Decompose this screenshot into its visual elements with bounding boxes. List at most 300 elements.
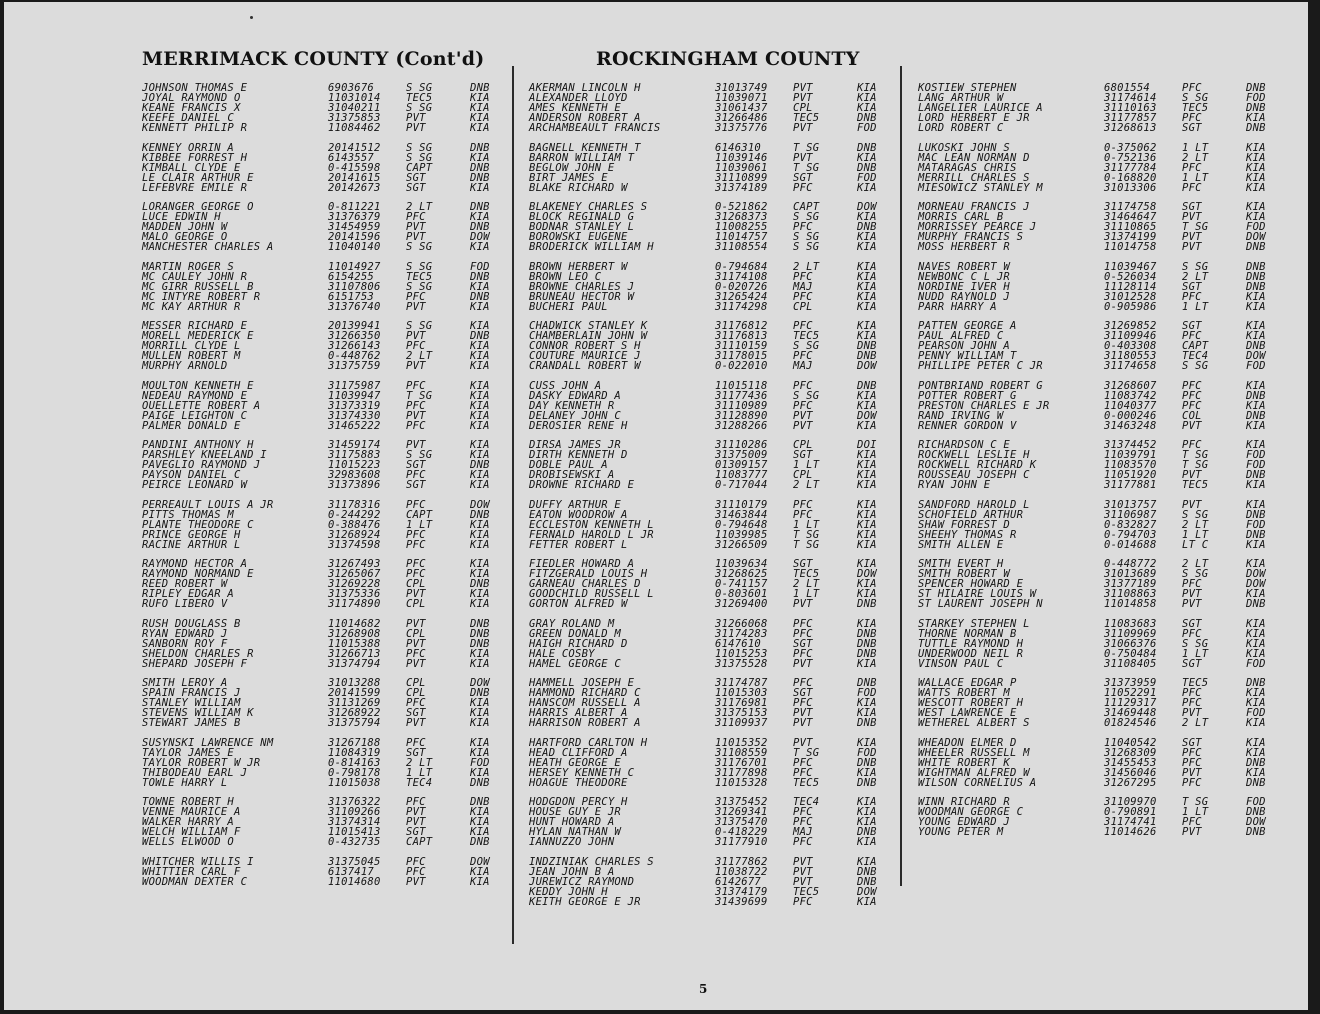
service-number: 11015388	[328, 637, 381, 650]
casualty-name: BODNAR STANLEY L	[529, 221, 635, 233]
status-code: DNB	[857, 875, 877, 888]
rank: PVT	[1182, 231, 1202, 243]
service-number: 11031014	[328, 92, 381, 104]
rank: PFC	[793, 756, 813, 769]
status-code: KIA	[470, 736, 490, 749]
rank: PVT	[793, 151, 813, 164]
service-number: 0-741157	[715, 578, 768, 590]
service-number: 11084319	[328, 746, 381, 759]
rank: PVT	[406, 816, 426, 828]
status-code: KIA	[1246, 330, 1266, 342]
status-code: KIA	[1246, 766, 1266, 779]
casualty-name: LEFEBVRE EMILE R	[142, 181, 248, 194]
status-code: DOW	[470, 677, 490, 689]
casualty-name: HODGDON PERCY H	[529, 796, 628, 808]
status-code: DNB	[857, 826, 877, 838]
rank: PFC	[406, 399, 426, 412]
column-divider	[512, 66, 514, 944]
rank: PFC	[793, 508, 813, 521]
service-number: 31374452	[1104, 439, 1157, 451]
service-number: 31376379	[328, 211, 381, 223]
status-code: KIA	[857, 241, 877, 253]
rank: T SG	[793, 538, 820, 551]
casualty-name: BLAKE RICHARD W	[529, 181, 628, 194]
service-number: 11039071	[715, 92, 768, 104]
service-number: 6154255	[328, 270, 375, 283]
status-code: DNB	[1246, 280, 1266, 293]
service-number: 0-168820	[1104, 171, 1157, 184]
service-number: 0-388476	[328, 518, 381, 531]
service-number: 31174614	[1104, 92, 1157, 104]
service-number: 31454959	[328, 221, 381, 233]
status-code: KIA	[1246, 211, 1266, 223]
casualty-name: SHEEHY THOMAS R	[918, 528, 1017, 541]
status-code: DNB	[1246, 270, 1266, 283]
casualty-name: GREEN DONALD M	[529, 627, 622, 640]
service-number: 31375470	[715, 816, 768, 828]
casualty-name: WETHEREL ALBERT S	[918, 717, 1030, 729]
casualty-name: WALLACE EDGAR P	[918, 677, 1017, 689]
status-code: KIA	[1246, 617, 1266, 630]
rank: TEC5	[793, 330, 820, 342]
service-number: 31110286	[715, 439, 768, 451]
rank: 2 LT	[1182, 518, 1209, 531]
casualty-name: ROUSSEAU JOSEPH C	[918, 469, 1030, 481]
casualty-name: SMITH LEROY A	[142, 677, 228, 689]
status-code: KIA	[470, 151, 490, 164]
service-number: 11015303	[715, 687, 768, 699]
status-code: KIA	[857, 290, 877, 303]
service-number: 0-418229	[715, 826, 768, 838]
status-code: KIA	[857, 558, 877, 570]
status-code: DOW	[857, 409, 877, 422]
rank: PFC	[1182, 578, 1202, 590]
rank: S SG	[793, 231, 820, 243]
status-code: KIA	[1246, 201, 1266, 213]
casualty-name: NEWBONC C L JR	[918, 270, 1011, 283]
service-number: 31110159	[715, 340, 768, 352]
rank: S SG	[406, 82, 433, 94]
service-number: 31463248	[1104, 419, 1157, 432]
casualty-name: BRODERICK WILLIAM H	[529, 241, 654, 253]
status-code: KIA	[470, 320, 490, 332]
casualty-name: HERSEY KENNETH C	[529, 766, 635, 779]
casualty-name: DELANEY JOHN C	[529, 409, 622, 422]
rank: PVT	[406, 439, 426, 451]
service-number: 31375759	[328, 360, 381, 372]
status-code: KIA	[857, 796, 877, 808]
rank: S SG	[1182, 568, 1209, 580]
casualty-name: KIBBEE FORREST H	[142, 151, 248, 164]
service-number: 0-832827	[1104, 518, 1157, 531]
casualty-name: LORD HERBERT E JR	[918, 112, 1030, 124]
status-code: KIA	[857, 419, 877, 432]
status-code: KIA	[470, 568, 490, 580]
rank: S SG	[1182, 637, 1209, 650]
casualty-name: BIRT JAMES E	[529, 171, 608, 184]
rank: CPL	[406, 687, 426, 699]
service-number: 0-022010	[715, 360, 768, 372]
status-code: DNB	[470, 508, 490, 521]
casualty-name: LE CLAIR ARTHUR E	[142, 171, 254, 184]
status-code: DNB	[857, 627, 877, 640]
rank: 1 LT	[793, 588, 820, 600]
casualty-name: PEIRCE LEONARD W	[142, 479, 248, 491]
service-number: 11084462	[328, 122, 381, 134]
rank: PFC	[1182, 756, 1202, 769]
status-code: KIA	[470, 241, 490, 253]
casualty-name: RACINE ARTHUR L	[142, 538, 241, 551]
casualty-name: NORDINE IVER H	[918, 280, 1011, 293]
status-code: DOI	[857, 439, 877, 451]
rank: SGT	[406, 479, 426, 491]
service-number: 11051920	[1104, 469, 1157, 481]
service-number: 11015352	[715, 736, 768, 749]
rank: SGT	[406, 181, 426, 194]
rank: SGT	[406, 459, 426, 471]
rank: CAPT	[1182, 340, 1209, 352]
status-code: DOW	[1246, 568, 1266, 580]
status-code: KIA	[857, 231, 877, 243]
service-number: 20139941	[328, 320, 381, 332]
rank: PVT	[1182, 419, 1202, 432]
service-number: 31266486	[715, 112, 768, 124]
casualty-name: HANSCOM RUSSELL A	[529, 697, 641, 709]
service-number: 31374199	[1104, 231, 1157, 243]
service-number: 11015038	[328, 776, 381, 789]
status-code: KIA	[470, 697, 490, 709]
service-number: 11039947	[328, 389, 381, 402]
merrimack-county-heading: MERRIMACK COUNTY (Cont'd)	[142, 48, 485, 70]
casualty-name: LORD ROBERT C	[918, 122, 1004, 134]
status-code: KIA	[857, 588, 877, 600]
service-number: 31269228	[328, 578, 381, 590]
casualty-name: DIRSA JAMES JR	[529, 439, 622, 451]
status-code: KIA	[1246, 112, 1266, 124]
casualty-name: CRANDALL ROBERT W	[529, 360, 641, 372]
status-code: KIA	[470, 558, 490, 570]
casualty-name: PEARSON JOHN A	[918, 340, 1011, 352]
service-number: 31268607	[1104, 379, 1157, 392]
service-number: 31177862	[715, 855, 768, 868]
status-code: KIA	[470, 122, 490, 134]
rank: SGT	[1182, 617, 1202, 630]
rank: 1 LT	[793, 459, 820, 471]
service-number: 11014680	[328, 875, 381, 888]
service-number: 0-448772	[1104, 558, 1157, 570]
casualty-name: DROWNE RICHARD E	[529, 479, 635, 491]
status-code: KIA	[1246, 687, 1266, 699]
rank: PFC	[1182, 687, 1202, 699]
casualty-name: DAY KENNETH R	[529, 399, 615, 412]
service-number: 31265424	[715, 290, 768, 303]
casualty-name: PLANTE THEODORE C	[142, 518, 254, 531]
service-number: 31373896	[328, 479, 381, 491]
service-number: 0-803601	[715, 588, 768, 600]
status-code: DNB	[470, 796, 490, 808]
service-number: 31373319	[328, 399, 381, 412]
rank: TEC5	[406, 92, 433, 104]
casualty-name: SMITH ROBERT W	[918, 568, 1011, 580]
casualty-name: RUSH DOUGLASS B	[142, 617, 241, 630]
casualty-name: WELLS ELWOOD O	[142, 836, 235, 848]
casualty-name: BARRON WILLIAM T	[529, 151, 635, 164]
service-number: 11052291	[1104, 687, 1157, 699]
status-code: KIA	[857, 836, 877, 848]
rank: PFC	[406, 568, 426, 580]
rank: PFC	[406, 379, 426, 392]
casualty-name: JUREWICZ RAYMOND	[529, 875, 635, 888]
casualty-name: HAIGH RICHARD D	[529, 637, 628, 650]
status-code: DNB	[470, 578, 490, 590]
status-code: DNB	[857, 340, 877, 352]
service-number: 31109969	[1104, 627, 1157, 640]
casualty-name: HAMEL GEORGE C	[529, 657, 622, 670]
status-code: KIA	[470, 806, 490, 818]
casualty-name: TAYLOR JAMES E	[142, 746, 235, 759]
casualty-name: MIESOWICZ STANLEY M	[918, 181, 1043, 194]
status-code: DNB	[857, 717, 877, 729]
rank: PFC	[793, 379, 813, 392]
service-number: 0-752136	[1104, 151, 1157, 164]
casualty-name: FITZGERALD LOUIS H	[529, 568, 648, 580]
service-number: 31459174	[328, 439, 381, 451]
status-code: DNB	[857, 637, 877, 650]
rockingham-county-heading: ROCKINGHAM COUNTY	[596, 48, 860, 70]
service-number: 31109946	[1104, 330, 1157, 342]
service-number: 11015253	[715, 647, 768, 660]
column-divider	[900, 66, 902, 886]
casualty-name: RUFO LIBERO V	[142, 598, 228, 610]
service-number: 11008255	[715, 221, 768, 233]
service-number: 31375528	[715, 657, 768, 670]
rank: S SG	[406, 260, 433, 273]
casualty-name: KOSTIEW STEPHEN	[918, 82, 1017, 94]
casualty-name: MORNEAU FRANCIS J	[918, 201, 1030, 213]
status-code: DNB	[857, 161, 877, 174]
casualty-name: SPENCER HOWARD E	[918, 578, 1024, 590]
rank: S SG	[793, 340, 820, 352]
rank: TEC5	[793, 885, 820, 898]
service-number: 20141599	[328, 687, 381, 699]
casualty-name: PENNY WILLIAM T	[918, 350, 1017, 362]
rank: T SG	[1182, 796, 1209, 808]
status-code: DNB	[857, 379, 877, 392]
status-code: DNB	[470, 171, 490, 184]
status-code: DNB	[857, 865, 877, 878]
service-number: 31268908	[328, 627, 381, 640]
status-code: KIA	[857, 181, 877, 194]
service-number: 31374314	[328, 816, 381, 828]
rank: S SG	[406, 280, 433, 293]
status-code: KIA	[470, 875, 490, 888]
casualty-name: PATTEN GEORGE A	[918, 320, 1017, 332]
casualty-name: RIPLEY EDGAR A	[142, 588, 235, 600]
status-code: KIA	[470, 419, 490, 432]
service-number: 31177857	[1104, 112, 1157, 124]
casualty-name: ALEXANDER LLOYD	[529, 92, 628, 104]
casualty-name: AKERMAN LINCOLN H	[529, 82, 641, 94]
casualty-name: HARTFORD CARLTON H	[529, 736, 648, 749]
rank: PVT	[793, 122, 813, 134]
casualty-name: WHEADON ELMER D	[918, 736, 1017, 749]
casualty-name: PAUL ALFRED C	[918, 330, 1004, 342]
rank: CAPT	[406, 508, 433, 521]
rank: CAPT	[406, 161, 433, 174]
service-number: 01824546	[1104, 717, 1157, 729]
service-number: 0-415598	[328, 161, 381, 174]
status-code: FOD	[1246, 657, 1266, 670]
casualty-name: JOYAL RAYMOND O	[142, 92, 241, 104]
status-code: KIA	[857, 707, 877, 719]
rank: 1 LT	[1182, 528, 1209, 541]
service-number: 31040211	[328, 102, 381, 114]
status-code: DOW	[857, 201, 877, 213]
service-number: 31373959	[1104, 677, 1157, 689]
casualty-name: BROWNE CHARLES J	[529, 280, 635, 293]
rank: PFC	[406, 736, 426, 749]
status-code: KIA	[470, 865, 490, 878]
rank: PFC	[1182, 399, 1202, 412]
rank: PFC	[793, 498, 813, 511]
rank: PFC	[793, 181, 813, 194]
status-code: KIA	[1246, 439, 1266, 451]
service-number: 11014757	[715, 231, 768, 243]
rank: SGT	[793, 558, 813, 570]
status-code: DOW	[470, 498, 490, 511]
service-number: 31110163	[1104, 102, 1157, 114]
status-code: DOW	[857, 885, 877, 898]
service-number: 11128114	[1104, 280, 1157, 293]
casualty-name: MC KAY ARTHUR R	[142, 300, 241, 313]
service-number: 0-432735	[328, 836, 381, 848]
status-code: DNB	[1246, 469, 1266, 481]
service-number: 6143557	[328, 151, 375, 164]
casualty-name: MOULTON KENNETH E	[142, 379, 254, 392]
rank: PFC	[1182, 161, 1202, 174]
casualty-name: HUNT HOWARD A	[529, 816, 615, 828]
casualty-name: KENNEY ORRIN A	[142, 141, 235, 154]
service-number: 31109937	[715, 717, 768, 729]
casualty-name: IANNUZZO JOHN	[529, 836, 615, 848]
service-number: 31375336	[328, 588, 381, 600]
rank: CPL	[793, 439, 813, 451]
casualty-name: SANDFORD HAROLD L	[918, 498, 1030, 511]
rank: PVT	[1182, 498, 1202, 511]
status-code: KIA	[857, 617, 877, 630]
service-number: 31374189	[715, 181, 768, 194]
casualty-name: STARKEY STEPHEN L	[918, 617, 1030, 630]
status-code: KIA	[1246, 627, 1266, 640]
service-number: 31288266	[715, 419, 768, 432]
casualty-name: LANGELIER LAURICE A	[918, 102, 1043, 114]
rank: PVT	[406, 112, 426, 124]
casualty-name: NAVES ROBERT W	[918, 260, 1011, 273]
status-code: KIA	[470, 766, 490, 779]
rank: S SG	[793, 211, 820, 223]
rank: PVT	[406, 717, 426, 729]
casualty-name: DASKY EDWARD A	[529, 389, 622, 402]
rank: PVT	[1182, 766, 1202, 779]
casualty-name: TOWLE HARRY L	[142, 776, 228, 789]
casualty-name: TOWNE ROBERT H	[142, 796, 235, 808]
casualty-name: HOUSE GUY E JR	[529, 806, 622, 818]
service-number: 0-750484	[1104, 647, 1157, 660]
casualty-name: BAGNELL KENNETH T	[529, 141, 641, 154]
rank: PVT	[793, 717, 813, 729]
status-code: KIA	[1246, 141, 1266, 154]
service-number: 31375045	[328, 855, 381, 868]
casualty-name: KEITH GEORGE E JR	[529, 895, 641, 908]
service-number: 20141596	[328, 231, 381, 243]
rank: TEC4	[406, 776, 433, 789]
rank: S SG	[406, 449, 433, 461]
service-number: 31178316	[328, 498, 381, 511]
service-number: 11039634	[715, 558, 768, 570]
status-code: DNB	[470, 221, 490, 233]
status-code: DNB	[1246, 260, 1266, 273]
document-page	[4, 2, 1308, 1010]
rank: 1 LT	[406, 518, 433, 531]
service-number: 31375853	[328, 112, 381, 124]
rank: S SG	[1182, 260, 1209, 273]
rank: CAPT	[406, 836, 433, 848]
service-number: 11039146	[715, 151, 768, 164]
service-number: 31013306	[1104, 181, 1157, 194]
status-code: KIA	[1246, 290, 1266, 303]
casualty-name: DIRTH KENNETH D	[529, 449, 628, 461]
status-code: KIA	[857, 469, 877, 481]
status-code: DNB	[470, 637, 490, 650]
status-code: DNB	[470, 617, 490, 630]
service-number: 11040377	[1104, 399, 1157, 412]
status-code: KIA	[470, 340, 490, 352]
casualty-name: BOROWSKI EUGENE	[529, 231, 628, 243]
rank: PVT	[1182, 826, 1202, 838]
service-number: 0-521862	[715, 201, 768, 213]
service-number: 0-794648	[715, 518, 768, 531]
rank: S SG	[406, 102, 433, 114]
service-number: 31266509	[715, 538, 768, 551]
service-number: 31131269	[328, 697, 381, 709]
service-number: 31439699	[715, 895, 768, 908]
service-number: 31374794	[328, 657, 381, 670]
service-number: 0-794703	[1104, 528, 1157, 541]
service-number: 31266713	[328, 647, 381, 660]
status-code: KIA	[470, 379, 490, 392]
casualty-name: HAMMOND RICHARD C	[529, 687, 641, 699]
rank: PFC	[793, 627, 813, 640]
service-number: 01309157	[715, 459, 768, 471]
status-code: FOD	[1246, 92, 1266, 104]
casualty-name: WATTS ROBERT M	[918, 687, 1011, 699]
rank: SGT	[793, 171, 813, 184]
casualty-name: BRUNEAU HECTOR W	[529, 290, 635, 303]
service-number: 31269400	[715, 598, 768, 610]
status-code: KIA	[1246, 637, 1266, 650]
service-number: 31180553	[1104, 350, 1157, 362]
casualty-name: MADDEN JOHN W	[142, 221, 228, 233]
rank: S SG	[1182, 92, 1209, 104]
rank: PFC	[793, 221, 813, 233]
rank: 1 LT	[793, 518, 820, 531]
rank: PFC	[406, 211, 426, 223]
casualty-name: SUSYNSKI LAWRENCE NM	[142, 736, 274, 749]
casualty-name: MATARAGAS CHRIS	[918, 161, 1017, 174]
service-number: 31268373	[715, 211, 768, 223]
service-number: 31106987	[1104, 508, 1157, 521]
casualty-name: CONNOR ROBERT S H	[529, 340, 641, 352]
